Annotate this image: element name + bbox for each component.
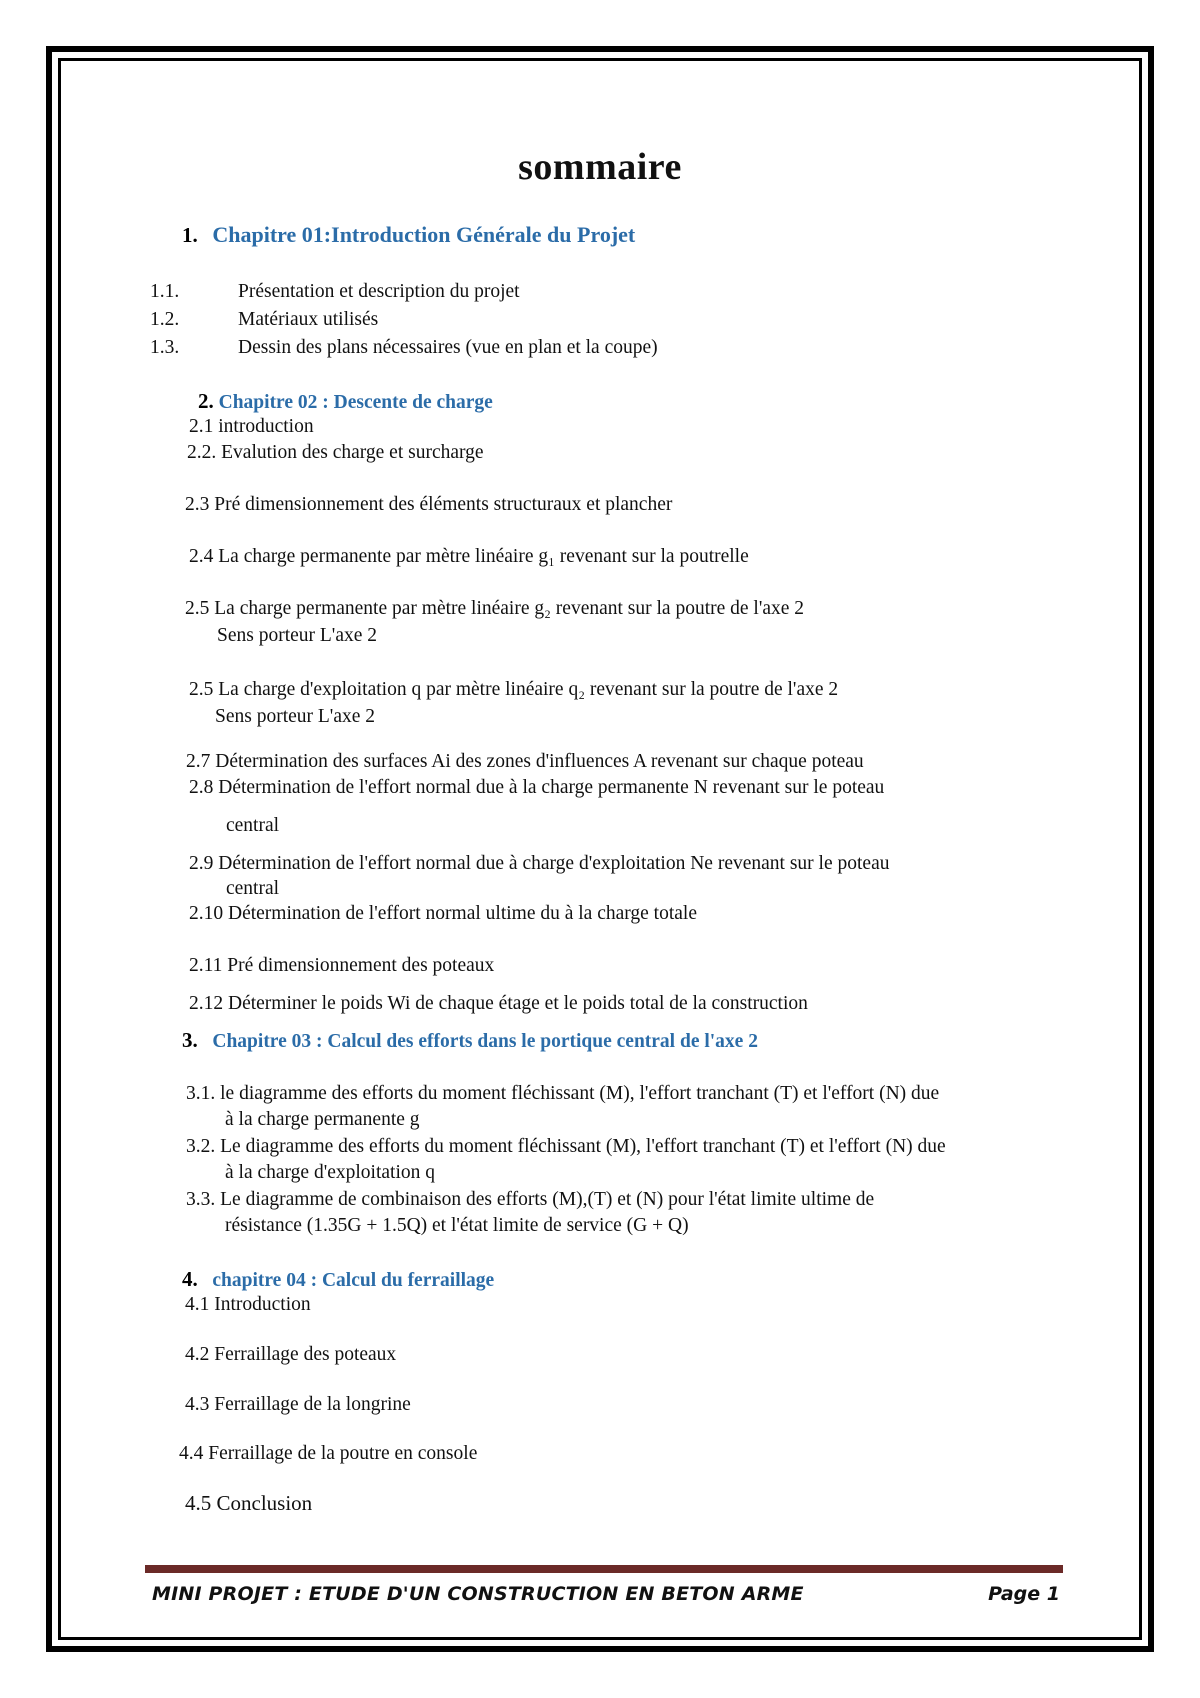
chapter-number: 3.	[182, 1028, 198, 1052]
toc-entry-2-1: 2.1 introduction	[189, 416, 314, 437]
toc-entry-3-2: 3.2. Le diagramme des efforts du moment fléchissant (M), l'effort tranchant (T) et l'effort (N) due	[186, 1136, 946, 1157]
chapter-2-heading	[198, 389, 493, 414]
toc-entry-3-3-sub: résistance (1.35G + 1.5Q) et l'état limite de service (G + Q)	[225, 1215, 689, 1236]
chapter-title: Chapitre 02 : Descente de charge	[218, 392, 493, 413]
footer-title: MINI PROJET : ETUDE D'UN CONSTRUCTION EN BETON ARME	[152, 1583, 804, 1605]
toc-entry-2-5-sub: Sens porteur L'axe 2	[217, 625, 378, 646]
page-title: sommaire	[518, 146, 682, 188]
toc-entry-3-1-sub: à la charge permanente g	[225, 1109, 420, 1130]
chapter-number: 2.	[198, 389, 214, 413]
chapter-4-heading	[182, 1267, 494, 1292]
toc-entry-2-9-sub: central	[226, 878, 280, 899]
toc-entry-4-1: 4.1 Introduction	[185, 1294, 311, 1315]
toc-entry-2-3: 2.3 Pré dimensionnement des éléments structuraux et plancher	[185, 494, 673, 515]
chapter-3-heading	[182, 1028, 758, 1053]
chapter-1-heading	[182, 222, 635, 248]
toc-number: 1.1.	[150, 281, 180, 302]
toc-entry-3-2-sub: à la charge d'exploitation q	[225, 1162, 435, 1183]
toc-entry-1-3	[150, 336, 179, 359]
chapter-title: Chapitre 01:Introduction Générale du Projet	[212, 222, 636, 247]
toc-entry-2-10: 2.10 Détermination de l'effort normal ultime du à la charge totale	[189, 903, 697, 924]
toc-entry-3-1: 3.1. le diagramme des efforts du moment fléchissant (M), l'effort tranchant (T) et l'effort (N) due	[186, 1083, 940, 1104]
toc-entry-4-2: 4.2 Ferraillage des poteaux	[185, 1344, 397, 1365]
toc-entry-2-4: 2.4 La charge permanente par mètre linéaire g₁ revenant sur la poutrelle	[189, 546, 749, 567]
toc-number: 1.3.	[150, 337, 180, 358]
toc-entry-4-4: 4.4 Ferraillage de la poutre en console	[179, 1443, 478, 1464]
footer-rule	[145, 1565, 1063, 1573]
toc-entry-2-9: 2.9 Détermination de l'effort normal due à charge d'exploitation Ne revenant sur le poteau	[189, 853, 890, 874]
toc-number: 1.2.	[150, 309, 180, 330]
toc-entry-1-2	[150, 308, 179, 331]
toc-entry-2-12: 2.12 Déterminer le poids Wi de chaque étage et le poids total de la construction	[189, 993, 808, 1014]
toc-text-1-1: Présentation et description du projet	[238, 281, 520, 302]
toc-entry-2-8: 2.8 Détermination de l'effort normal due à la charge permanente N revenant sur le poteau	[189, 777, 885, 798]
chapter-number: 4.	[182, 1267, 198, 1291]
chapter-number: 1.	[182, 223, 198, 247]
toc-entry-3-3: 3.3. Le diagramme de combinaison des efforts (M),(T) et (N) pour l'état limite ultime de	[186, 1189, 875, 1210]
toc-entry-4-3: 4.3 Ferraillage de la longrine	[185, 1394, 411, 1415]
toc-entry-2-11: 2.11 Pré dimensionnement des poteaux	[189, 955, 495, 976]
chapter-title: chapitre 04 : Calcul du ferraillage	[212, 1270, 495, 1291]
toc-entry-2-6: 2.5 La charge d'exploitation q par mètre linéaire q₂ revenant sur la poutre de l'axe 2	[189, 679, 839, 700]
toc-text-1-2: Matériaux utilisés	[238, 309, 379, 330]
toc-entry-2-2: 2.2. Evalution des charge et surcharge	[187, 442, 484, 463]
page-number: Page 1	[988, 1583, 1060, 1605]
toc-entry-1-1	[150, 280, 179, 303]
toc-entry-2-6-sub: Sens porteur L'axe 2	[215, 706, 376, 727]
toc-entry-2-7: 2.7 Détermination des surfaces Ai des zones d'influences A revenant sur chaque poteau	[186, 751, 864, 772]
chapter-title: Chapitre 03 : Calcul des efforts dans le portique central de l'axe 2	[212, 1031, 758, 1052]
toc-entry-4-5: 4.5 Conclusion	[185, 1491, 313, 1515]
toc-text-1-3: Dessin des plans nécessaires (vue en plan et la coupe)	[238, 337, 658, 358]
toc-entry-2-8-sub: central	[226, 815, 280, 836]
toc-entry-2-5: 2.5 La charge permanente par mètre linéaire g₂ revenant sur la poutre de l'axe 2	[185, 598, 805, 619]
